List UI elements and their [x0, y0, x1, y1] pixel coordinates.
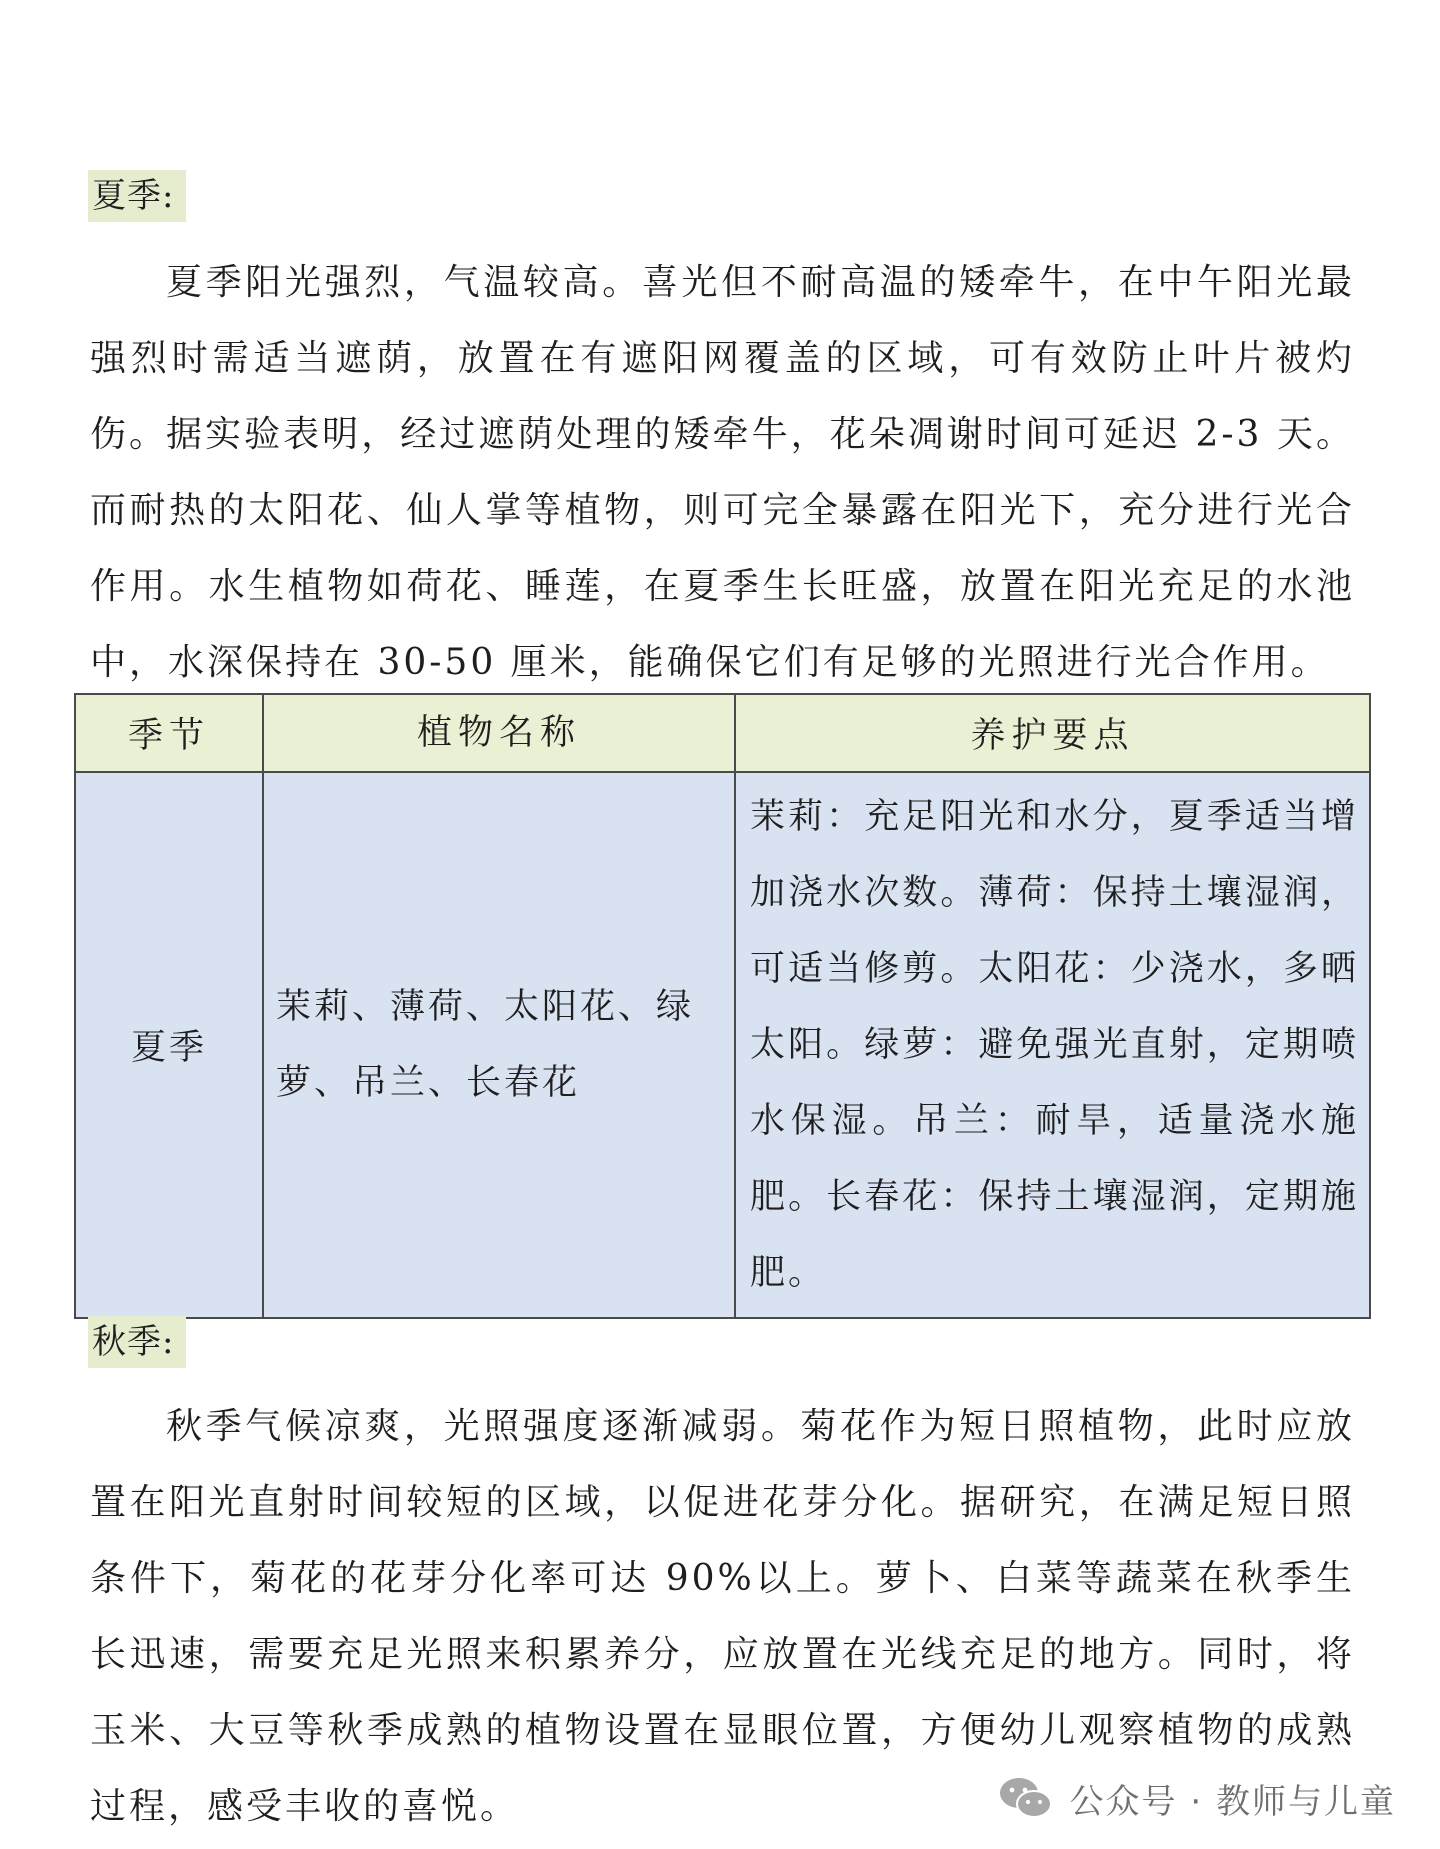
- autumn-paragraph: 秋季气候凉爽，光照强度逐渐减弱。菊花作为短日照植物，此时应放置在阳光直射时间较短的区域，以促进花芽分化。据研究，在满足短日照条件下，菊花的花芽分化率可达 90%以上。萝卜、白菜等蔬菜在秋季生长迅速，需要充足光照来积累养分，应放置在光线充足的地方。同时，将玉米、大豆等秋季成熟的植物设置在显眼位置，方便幼儿观察植物的成熟过程，感受丰收的喜悦。: [90, 1406, 1355, 1827]
- summer-paragraph-2: 据实验表明，经过遮荫处理的矮牵牛，花朵凋谢时间可延迟 2-3 天。而耐热的太阳花、仙人掌等植物，则可完全暴露在阳光下，充分进行光合作用。水生植物如荷花、睡莲，在夏季生长旺盛，放置在阳光充足的水池中，水深保持在 30-50 厘米，能确保它们有足够的光照进行光合作用。: [90, 414, 1355, 683]
- cell-plant-names: 茉莉、薄荷、太阳花、绿萝、吊兰、长春花: [263, 772, 735, 1318]
- table-header-row: [75, 694, 1370, 772]
- summer-paragraph-1: 夏季阳光强烈，气温较高。喜光但不耐高温的矮牵牛，在中午阳光最强烈时需适当遮荫，放置在有遮阳网覆盖的区域，可有效防止叶片被灼伤。: [90, 262, 1355, 455]
- wechat-icon: [998, 1775, 1054, 1821]
- wechat-watermark: [998, 1768, 1396, 1828]
- table-row: [75, 772, 1370, 1318]
- autumn-heading: 秋季:: [88, 1316, 186, 1368]
- header-plant-names: 植物名称: [263, 694, 735, 772]
- plant-care-table: [74, 693, 1371, 1319]
- cell-care-points: 茉莉：充足阳光和水分，夏季适当增加浇水次数。薄荷：保持土壤湿润，可适当修剪。太阳花：少浇水，多晒太阳。绿萝：避免强光直射，定期喷水保湿。吊兰：耐旱，适量浇水施肥。长春花：保持土壤湿润，定期施肥。: [735, 772, 1370, 1318]
- watermark-text: 公众号 · 教师与儿童: [1069, 1781, 1396, 1822]
- cell-season: 夏季: [75, 772, 263, 1318]
- header-season: 季节: [75, 694, 263, 772]
- summer-heading: 夏季:: [88, 170, 186, 222]
- header-care-points: 养护要点: [735, 694, 1370, 772]
